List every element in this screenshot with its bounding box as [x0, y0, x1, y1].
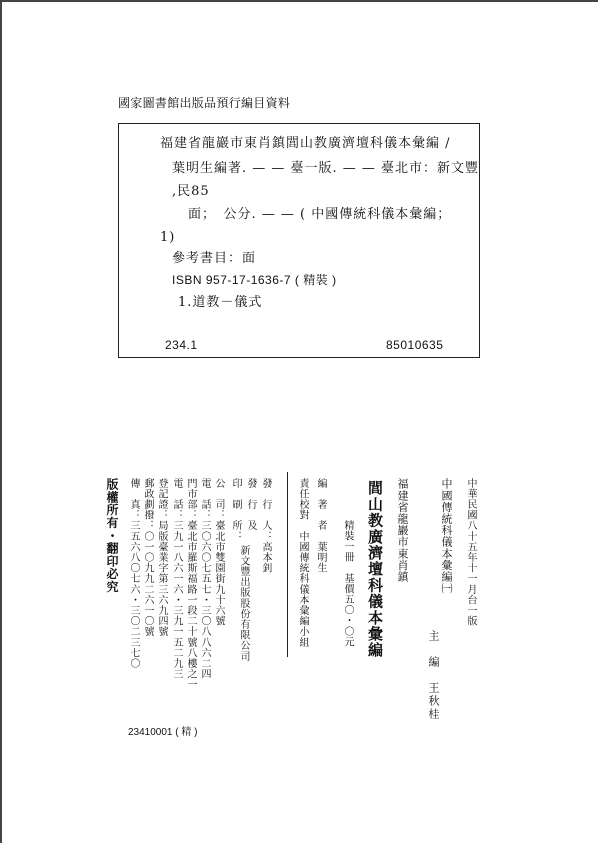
- cip-line-year: ,民85: [172, 184, 210, 199]
- cip-line-series-number: 1): [160, 230, 176, 245]
- registration-number: 登記證：局版臺業字第三六九四號: [156, 478, 167, 637]
- printer-company: 新文豐出版股份有限公司: [238, 545, 249, 662]
- cip-line-collation: 面； 公分. — — ( 中國傳統科儀本彙編；: [188, 207, 452, 222]
- proofreading-credit: 責任校對 中國傳統科儀本彙編小組: [297, 478, 308, 648]
- company-address: 公 司：臺北市雙園街九十六號: [213, 478, 224, 627]
- chief-editor: 主 編 王秋桂: [427, 630, 440, 721]
- postal-transfer: 郵政劃撥：〇一〇九九二六一〇號: [142, 478, 153, 637]
- region-name: 福建省龍巖市東肖鎮: [396, 478, 409, 583]
- publisher-person: 發 行 人：高本釗: [260, 478, 271, 574]
- colophon-divider: [287, 472, 288, 657]
- cip-classification-number: 234.1: [165, 338, 198, 352]
- store-address: 門市部：臺北市羅斯福路一段二十號八樓之一: [185, 478, 196, 690]
- book-title: 閭山教廣濟壇科儀本彙編: [366, 480, 384, 659]
- printer-label-b: 印 刷 所：: [230, 478, 241, 542]
- author-credit: 編 著 者 葉明生: [315, 478, 326, 574]
- cip-line-author-imprint: 葉明生編著. — — 臺一版. — — 臺北市：新文豐: [172, 161, 480, 176]
- binding-price: 精裝一冊 基價五〇・〇元: [342, 520, 353, 648]
- cip-heading: 國家圖書館出版品預行編目資料: [118, 96, 291, 110]
- fax-number: 傳 真：三五六八〇七六・三〇二三七〇: [128, 478, 139, 669]
- cip-line-subject: 1.道教－儀式: [178, 295, 263, 310]
- store-phone: 電 話：三九一八六一六・三九一五二九三: [171, 478, 182, 680]
- copyright-notice: 版權所有・翻印必究: [105, 478, 119, 594]
- cip-record-number: 85010635: [386, 338, 444, 352]
- cip-line-bibliography: 參考書目：面: [172, 251, 257, 266]
- printer-label-a: 發 行 及: [245, 478, 256, 531]
- edition-date: 中華民國八十五年十一月台一版: [465, 478, 476, 627]
- series-title: 中國傳統科儀本彙編㈠: [440, 478, 453, 594]
- cip-line-isbn: ISBN 957-17-1636-7 ( 精裝 ): [172, 273, 337, 287]
- company-phone: 電 話：三〇六〇七五七・三〇八八六二四: [199, 478, 210, 680]
- cip-line-title: 福建省龍巖市東肖鎮閭山教廣濟壇科儀本彙編 /: [160, 136, 451, 151]
- catalog-code: 23410001 ( 精 ): [128, 727, 198, 738]
